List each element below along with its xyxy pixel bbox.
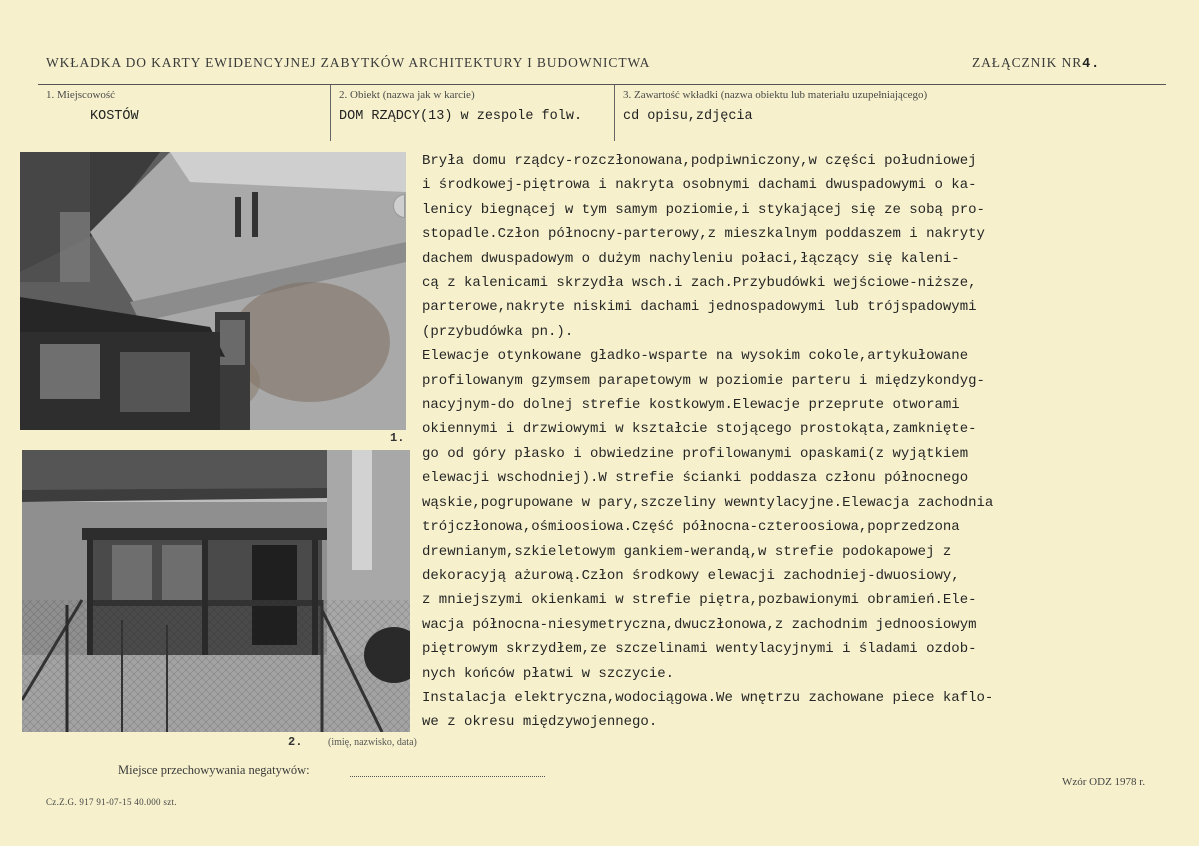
field-locality: [38, 85, 330, 141]
field-locality-value: KOSTÓW: [90, 109, 139, 124]
description-line: trójczłonowa,ośmioosiowa.Część północna-czteroosiowa,poprzedzona: [422, 519, 960, 536]
description-line: nych końców płatwi w szczycie.: [422, 665, 675, 682]
description-line: Elewacje otynkowane gładko-wsparte na wysokim cokole,artykułowane: [422, 348, 969, 365]
description-line: lenicy biegnącej w tym samym poziomie,i stykającej się ze sobą pro-: [422, 201, 985, 218]
field-object-value: DOM RZĄDCY(13) w zespole folw.: [339, 109, 583, 124]
description-line: stopadle.Człon północny-parterowy,z mieszkalnym poddaszem i nakryty: [422, 226, 985, 243]
description-line: z mniejszymi okienkami w strefie piętra,pozbawionymi obramień.Ele-: [422, 592, 977, 609]
description-line: cą z kalenicami skrzydła wsch.i zach.Przybudówki wejściowe-niższe,: [422, 275, 977, 292]
annex-label-group: [972, 55, 1100, 72]
negatives-label: Miejsce przechowywania negatywów:: [118, 763, 310, 777]
description-line: wacja północna-niesymetryczna,dwuczłonowa,z zachodnim jednoosiowym: [422, 616, 977, 633]
field-object: [330, 85, 614, 141]
photo-veranda-elevation: [22, 450, 410, 732]
photo-veranda-elevation-image: [22, 450, 410, 732]
field-contents-label: 3. Zawartość wkładki (nazwa obiektu lub materiału uzupełniającego): [623, 89, 928, 101]
field-contents: [614, 85, 1166, 141]
description-line: go od góry płasko i obwiedzine profilowanymi opaskami(z wyjątkiem: [422, 445, 969, 462]
field-locality-label: 1. Miejscowość: [46, 89, 116, 101]
document-header: [46, 55, 1106, 75]
signature-caption: (imię, nazwisko, data): [328, 737, 417, 748]
photo-2-number: 2.: [288, 735, 303, 749]
field-object-label: 2. Obiekt (nazwa jak w karcie): [339, 89, 475, 101]
description-text: [422, 149, 1112, 735]
description-line: okiennymi i drzwiowymi w kształcie stojącego prostokąta,zamknięte-: [422, 421, 977, 438]
annex-label: ZAŁĄCZNIK NR: [972, 55, 1083, 70]
form-fields-row: [38, 84, 1166, 142]
form-template-label: Wzór ODZ 1978 r.: [1062, 776, 1146, 788]
document-title: WKŁADKA DO KARTY EWIDENCYJNEJ ZABYTKÓW ARCHITEKTURY I BUDOWNICTWA: [46, 55, 651, 70]
description-line: elewacji wschodniej).W strefie ścianki poddasza członu północnego: [422, 470, 969, 487]
description-line: nacyjnym-do dolnej strefie kostkowym.Elewacje przeprute otworami: [422, 397, 960, 414]
description-line: dekoracyją ażurową.Człon środkowy elewacji zachodniej-dwuosiowy,: [422, 567, 960, 584]
description-line: Instalacja elektryczna,wodociągowa.We wnętrzu zachowane piece kaflo-: [422, 689, 994, 706]
negatives-fill-line: [350, 776, 545, 777]
annex-number: 4.: [1082, 57, 1101, 72]
photo-1-number: 1.: [390, 431, 405, 445]
description-line: piętrowym skrzydłem,ze szczelinami wentylacyjnymi i śladami ozdob-: [422, 641, 977, 658]
description-line: dachem dwuspadowym o dużym nachyleniu połaci,łączący się kaleni-: [422, 250, 960, 267]
description-line: profilowanym gzymsem parapetowym w poziomie parteru i międzykondyg-: [422, 372, 985, 389]
description-line: wąskie,pogrupowane w pary,szczeliny wewntylacyjne.Elewacja zachodnia: [422, 494, 994, 511]
description-line: Bryła domu rządcy-rozczłonowana,podpiwniczony,w części południowej: [422, 153, 977, 169]
description-line: we z okresu międzywojennego.: [422, 714, 658, 731]
description-line: parterowe,nakryte niskimi dachami jednospadowymi lub trójspadowymi: [422, 299, 977, 316]
photo-wall-elevation: [20, 152, 406, 430]
print-info: Cz.Z.G. 917 91-07-15 40.000 szt.: [46, 797, 177, 807]
description-line: drewnianym,szkieletowym gankiem-werandą,w strefie podokapowej z: [422, 543, 952, 560]
field-contents-value: cd opisu,zdjęcia: [623, 109, 753, 124]
description-line: i środkowej-piętrowa i nakryta osobnymi dachami dwuspadowymi o ka-: [422, 177, 977, 194]
description-line: (przybudówka pn.).: [422, 323, 574, 340]
photo-wall-elevation-image: [20, 152, 406, 430]
